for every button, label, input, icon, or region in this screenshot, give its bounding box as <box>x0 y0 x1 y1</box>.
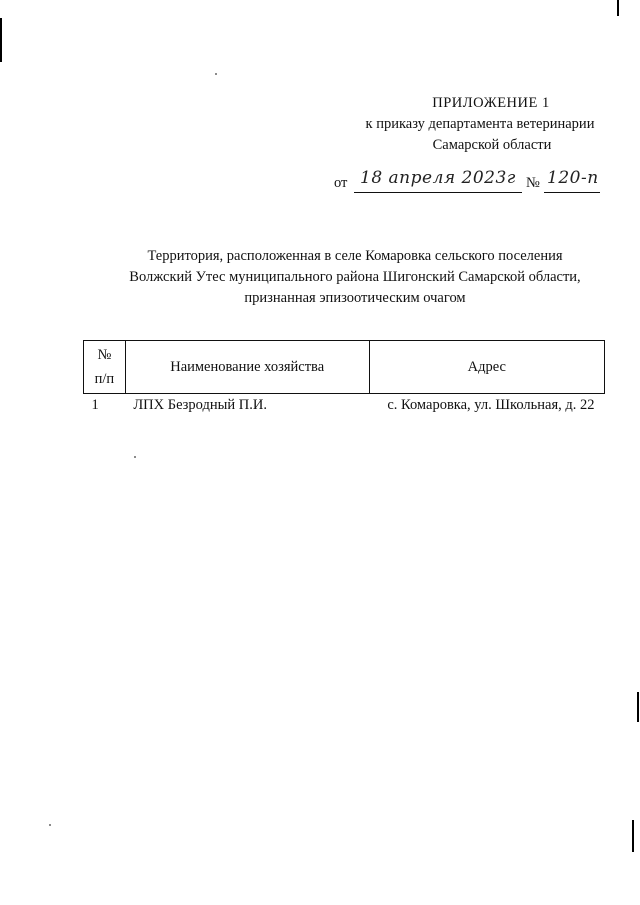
farms-table <box>83 340 605 417</box>
document-title-line-3: признанная эпизоотическим очагом <box>244 290 466 306</box>
row-farm-name: ЛПХ Безродный П.И. <box>133 397 267 413</box>
appendix-order-reference: к приказу департамента ветеринарии <box>365 116 595 132</box>
row-address: с. Комаровка, ул. Школьная, д. 22 <box>387 397 595 413</box>
scan-edge-mark-bottom-right <box>632 820 634 852</box>
document-title <box>60 246 640 309</box>
scan-edge-mark-right <box>637 692 639 722</box>
order-date-handwritten: 18 апреля 2023г <box>360 168 516 188</box>
scan-edge-mark-top-right <box>617 0 619 16</box>
scan-edge-mark-top-left <box>0 18 2 62</box>
order-date-underline <box>354 192 522 193</box>
order-number-underline <box>544 192 600 193</box>
appendix-region: Самарской области <box>432 137 552 153</box>
order-number-handwritten: 120-п <box>547 168 599 188</box>
document-title-line-1: Территория, расположенная в селе Комаровка сельского поселения <box>147 248 563 264</box>
header-address: Адрес <box>369 341 604 394</box>
header-number-abbr: п/п <box>94 371 115 387</box>
table-row <box>84 394 605 418</box>
appendix-header <box>330 93 630 156</box>
order-number-label: № <box>526 175 540 191</box>
order-date-number-line <box>334 170 604 194</box>
document-title-line-2: Волжский Утес муниципального района Шигонский Самарской области, <box>129 269 581 285</box>
header-number <box>84 341 126 394</box>
row-number: 1 <box>91 397 99 413</box>
scan-speck <box>215 73 217 75</box>
appendix-title: ПРИЛОЖЕНИЕ 1 <box>432 95 550 111</box>
header-farm-name: Наименование хозяйства <box>125 341 369 394</box>
scan-speck <box>49 824 51 826</box>
header-number-symbol: № <box>97 347 112 363</box>
order-from-label: от <box>334 175 348 191</box>
scan-speck <box>134 456 136 458</box>
table-header-row <box>84 341 605 394</box>
